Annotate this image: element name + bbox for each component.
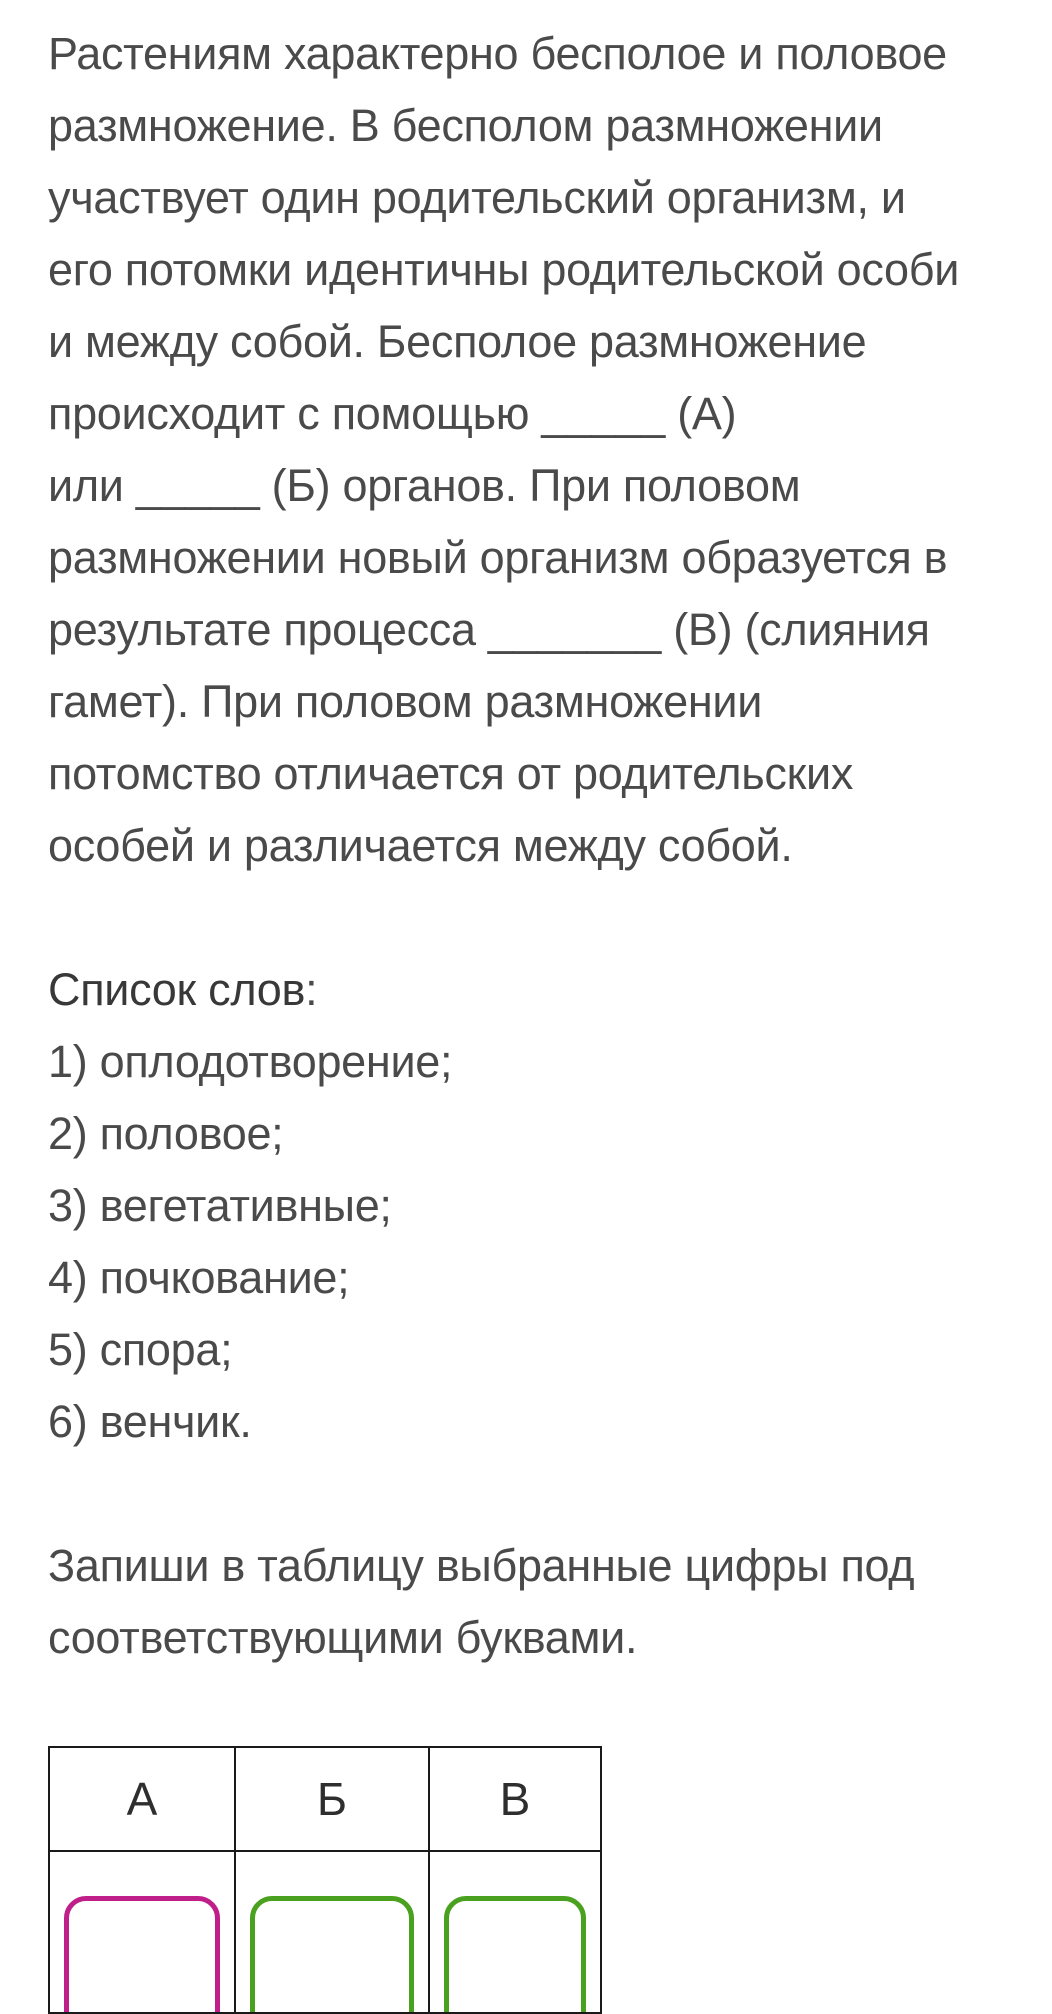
paragraph-line: особей и различается между собой.	[48, 820, 793, 871]
paragraph-line: и между собой. Бесполое размножение	[48, 316, 867, 367]
paragraph-line: Растениям характерно бесполое и половое	[48, 28, 947, 79]
paragraph-line: размножение. В бесполом размножении	[48, 100, 883, 151]
header-cell-c: В	[429, 1747, 601, 1851]
paragraph-line: гамет). При половом размножении	[48, 676, 763, 727]
answer-input-a[interactable]	[64, 1896, 220, 2012]
word-list-item: 2) половое;	[48, 1108, 284, 1159]
paragraph-line: участвует один родительский организм, и	[48, 172, 906, 223]
answer-table-header-row	[49, 1747, 601, 1851]
answer-cell-b	[235, 1851, 429, 2013]
paragraph-line: потомство отличается от родительских	[48, 748, 854, 799]
paragraph-line: происходит с помощью _____ (А)	[48, 388, 737, 439]
paragraph-line: или _____ (Б) органов. При половом	[48, 460, 801, 511]
answer-input-c[interactable]	[444, 1896, 586, 2012]
word-list-item: 1) оплодотворение;	[48, 1036, 453, 1087]
answer-cell-a	[49, 1851, 235, 2013]
word-list-item: 4) почкование;	[48, 1252, 350, 1303]
word-list	[48, 954, 1012, 1458]
answer-input-b[interactable]	[250, 1896, 414, 2012]
instruction	[48, 1530, 1012, 1674]
word-list-item: 3) вегетативные;	[48, 1180, 392, 1231]
answer-cell-c	[429, 1851, 601, 2013]
word-list-item: 5) спора;	[48, 1324, 233, 1375]
word-list-heading: Список слов	[48, 964, 306, 1015]
instruction-line: Запиши в таблицу выбранные цифры под	[48, 1540, 915, 1591]
word-list-heading-colon: :	[305, 964, 318, 1015]
word-list-heading-line	[48, 954, 1012, 1026]
paragraph-line: размножении новый организм образуется в	[48, 532, 948, 583]
answer-table	[48, 1746, 602, 2014]
paragraph-line: его потомки идентичны родительской особи	[48, 244, 960, 295]
header-cell-a: А	[49, 1747, 235, 1851]
paragraph-line: результате процесса _______ (В) (слияния	[48, 604, 930, 655]
header-cell-b: Б	[235, 1747, 429, 1851]
word-list-item: 6) венчик.	[48, 1396, 252, 1447]
task-paragraph	[48, 18, 1012, 882]
answer-table-input-row	[49, 1851, 601, 2013]
instruction-line: соответствующими буквами.	[48, 1612, 638, 1663]
